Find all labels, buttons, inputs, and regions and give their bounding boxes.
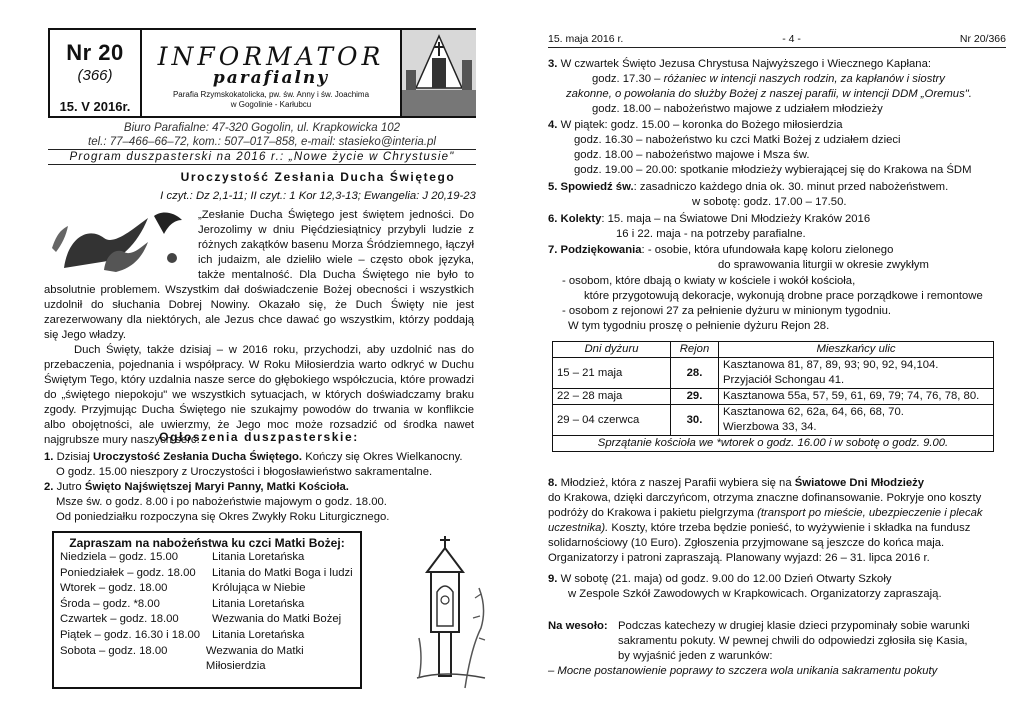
announcement-2-number: 2. [44,481,54,493]
item-3-line-3: zakonne, o powołania do służby Bożej z naszej parafii, w intencji DDM „Oremus". [566,88,972,100]
item-8-line-3b: (transport po mieście, ubezpieczenie i plecak [757,507,983,519]
duty-table-header [553,342,994,358]
item-6-line-1 [548,212,1010,227]
item-7-text: : - osobie, która ufundowała kapę koloru zielonego [641,244,894,256]
item-4-text: W piątek: godz. 15.00 – koronka do Bożego miłosierdzia [560,119,843,131]
item-9-number: 9. [548,573,558,585]
item-3-line-1 [548,57,1010,72]
announcement-2-bold: Święto Najświętszej Maryi Panny, Matki Kościoła. [84,481,349,493]
duty-days: 22 – 28 maja [553,389,671,405]
dove-flames-icon [44,208,192,278]
item-6-line-2: 16 i 22. maja - na potrzeby parafialne. [616,228,806,240]
marian-service: Wezwania do Matki Bożej [212,613,342,626]
marian-day: Wtorek – godz. 18.00 [60,582,168,595]
item-8-line-4a: uczestnika). [548,522,609,534]
item-3-number: 3. [548,58,558,70]
item-5-label: 5. Spowiedź św. [548,181,634,193]
marian-day: Czwartek – godz. 18.00 [60,613,179,626]
item-7-line-5: - osobom z rejonowi 27 za pełnienie dyżuru w minionym tygodniu. [562,305,892,317]
item-4-line-4: godz. 19.00 – 20.00: spotkanie młodzieży wybierającej się do Krakowa na ŚDM [574,164,972,176]
issue-number: Nr 20 [66,40,124,65]
joke-text-1: Podczas katechezy w drugiej klasie dzieci przypominały sobie warunki [618,620,970,632]
duty-streets-line-2: Wierzbowa 33, 34. [723,421,817,433]
announcement-1 [44,450,484,465]
masthead [48,28,476,118]
duty-table-footer [553,436,994,452]
item-7-line-2: do sprawowania liturgii w okresie zwykłym [718,259,929,271]
duty-streets-line-1: Kasztanowa 81, 87, 89, 93; 90, 92, 94,104. [723,359,939,371]
item-8-line-2: do Krakowa, dzięki darczyńcom, otrzyma znaczne dofinansowanie. Pokryje ono koszty [548,492,982,504]
parish-line-2: w Gogolinie - Karłubcu [230,100,312,109]
item-3-line-2 [592,72,1024,87]
item-5-line-2: w sobotę: godz. 17.00 – 17.50. [692,196,847,208]
duty-region: 29. [671,389,719,405]
announcement-1-post: Kończy się Okres Wielkanocny. [305,451,463,463]
duty-days: 29 – 04 czerwca [553,405,671,436]
item-4-line-1 [548,118,1010,133]
parish-office-address: Biuro Parafialne: 47-320 Gogolin, ul. Krapkowicka 102 [123,122,401,134]
parish-name [142,90,400,110]
duty-streets [719,389,994,405]
issue-box [50,30,142,116]
newsletter-subtitle: parafialny [212,68,330,88]
item-3-rosary: różaniec w intencji naszych rodzin, za kapłanów i siostry [663,73,945,85]
marian-day: Środa – godz. *8.00 [60,597,160,610]
item-5-line-1 [548,180,1010,195]
marian-service: Litania Loretańska [212,551,305,563]
marian-row [54,597,360,613]
announcement-1-pre: Dzisiaj [56,451,90,463]
feast-paragraph-2: Duch Święty, także dzisiaj – w 2016 roku, przychodzi, aby uzdolnić nas do przebaczenia, pojednania i współpracy. W Roku Miłosierdzia warto odkryć w Duchu Świętym Tego, który uzdalnia nasze serce do głębokiego współczucia, które prowadzi do „świętego niepokoju" we wszystkich sytuacjach, w których doświadczamy braku zgody. Przyjmując Ducha Świętego nie szukajmy powodów do trwania w konflikcie albo obojętności, ale uwierzmy, że Jego moc może rozsadzić od środka nawet najgrubsze mury naszych serc. [44,344,474,446]
item-7-line-4: które przygotowują dekoracje, wykonują drobne prace porządkowe i remontowe [584,290,983,302]
church-icon [400,30,474,116]
header-days: Dni dyżuru [553,342,671,358]
parish-contact: tel.: 77–466–66–72, kom.: 507–017–858, e-mail: stasieko@interia.pl [88,136,436,148]
item-7-label: 7. Podziękowania [548,244,642,256]
feast-paragraph-1: „Zesłanie Ducha Świętego jest świętem jedności. Do Jerozolimy w dniu Pięćdziesiątnicy przybyli ludzie z różnych zakątków basenu Morza Śródziemnego, łączył ich judaizm, ale dzieliło wiele – często obok języka, także mentalność. Dla Ducha Świętego nie było to absolutnie problemem. Wszystkim dał doświadczenie Bożej obecności i wszystkich uzdolnił do słuchania Dobrej Nowiny. Okazało się, że Duch Święty nie jest zarezerwowany dla niektórych, ale Jezus chce dawać go wszystkim, którzy poddają się Jego władzy. [44,209,474,341]
marian-row [54,644,360,675]
duty-row [553,405,994,436]
header-issue: Nr 20/366 [959,33,1006,45]
duty-table [552,341,994,452]
item-4-line-2: godz. 16.30 – nabożeństwo ku czci Matki Bożej z udziałem dzieci [574,134,901,146]
item-9-line-1 [548,572,1010,587]
cleaning-note: Sprzątanie kościoła we *wtorek o godz. 16.00 i w sobotę o godz. 9.00. [553,436,994,452]
duty-days: 15 – 21 maja [553,358,671,389]
item-6-label: 6. Kolekty [548,213,602,225]
pastoral-program: Program duszpasterski na 2016 r.: „Nowe życie w Chrystusie" [48,149,476,165]
item-8-number: 8. [548,477,558,489]
marian-services-box [52,531,362,689]
joke-line-1 [548,619,1010,634]
item-4-number: 4. [548,119,558,131]
joke-line-3: by wyjaśnić jeden z warunków: [618,650,773,662]
joke-line-2: sakramentu pokuty. W pewnej chwili do odpowiedzi zgłosiła się Kasia, [618,635,968,647]
marian-box-title: Zapraszam na nabożeństwa ku czci Matki Bożej: [69,536,345,550]
announcement-1-line-2: O godz. 15.00 nieszpory z Uroczystości i błogosławieństwo sakramentalne. [56,466,433,478]
header-page-number: - 4 - [782,33,801,45]
marian-day: Piątek – godz. 16.30 i 18.00 [60,628,201,641]
marian-row [54,612,360,628]
item-8 [548,476,1010,566]
item-8-pre: Młodzież, która z naszej Parafii wybiera się na [560,477,792,489]
joke-punchline: – Mocne postanowienie poprawy to szczera wola unikania sakramentu pokuty [548,665,938,677]
item-3-text: W czwartek Święto Jezusa Chrystusa Najwyższego i Wiecznego Kapłana: [560,58,931,70]
announcement-1-number: 1. [44,451,54,463]
duty-streets-line-1: Kasztanowa 55a, 57, 59, 61, 69, 79; 74, 76, 78, 80. [723,390,980,402]
header-streets: Mieszkańcy ulic [719,342,994,358]
announcement-2-pre: Jutro [56,481,82,493]
issue-sequence: (366) [77,67,113,84]
marian-day: Niedziela – godz. 15.00 [60,551,179,563]
item-7-line-3: - osobom, które dbają o kwiaty w kościele i wokół kościoła, [562,275,856,287]
feast-text [44,208,474,448]
marian-row [54,550,360,566]
duty-row [553,358,994,389]
duty-streets-line-1: Kasztanowa 62, 62a, 64, 66, 68, 70. [723,406,904,418]
item-8-line-3a: podróży do Krakowa i pakietu pielgrzyma [548,507,754,519]
marian-row [54,581,360,597]
title-box [142,30,400,116]
marian-day: Sobota – godz. 18.00 [60,644,168,657]
duty-region: 30. [671,405,719,436]
item-5-text: : zasadniczo każdego dnia ok. 30. minut przed nabożeństwem. [633,181,949,193]
item-8-line-5: solidarnościowy (10 Euro). Zgłoszenia przyjmowane są jeszcze do końca maja. [548,537,945,549]
item-3-line-4: godz. 18.00 – nabożeństwo majowe z udziałem młodzieży [592,103,883,115]
right-page [512,0,1024,724]
item-7-line-1 [548,243,1010,258]
marian-rows [54,550,360,675]
marian-service: Litania do Matki Boga i ludzi [212,566,353,579]
item-3-time: godz. 17.30 – [592,73,661,85]
item-8-line-6: Organizatorzy i patroni zapraszają. Planowany wyjazd: 26 – 31. lipca 2016 r. [548,552,930,564]
marian-row [54,566,360,582]
wayside-shrine-icon [415,528,490,693]
item-8-bold: Światowe Dni Młodzieży [794,477,925,489]
duty-row [553,389,994,405]
duty-streets [719,358,994,389]
feast-title: Uroczystość Zesłania Ducha Świętego [180,170,456,184]
item-9-text: W sobotę (21. maja) od godz. 9.00 do 12.00 Dzień Otwarty Szkoły [560,573,892,585]
announcement-1-bold: Uroczystość Zesłania Ducha Świętego. [92,451,303,463]
marian-day: Poniedziałek – godz. 18.00 [60,566,196,579]
item-4-line-3: godz. 18.00 – nabożeństwo majowe i Msza św. [574,149,810,161]
marian-service: Litania Loretańska [212,597,305,610]
announcement-2-line-3: Od poniedziałku rozpoczyna się Okres Zwykły Roku Liturgicznego. [56,511,390,523]
parish-line-1: Parafia Rzymskokatolicka, pw. św. Anny i św. Joachima [172,90,370,99]
announcements-title: Ogłoszenia duszpasterskie: [159,430,359,444]
header-region: Rejon [671,342,719,358]
marian-row [54,628,360,644]
item-9-line-2: w Zespole Szkół Zawodowych w Krapkowicach. Organizatorzy zapraszają. [568,588,942,600]
page-header [548,33,1006,48]
item-8-line-4b: Koszty, które trzeba będzie ponieść, to wyżywienie i składka na fundusz [611,522,971,534]
announcement-2 [44,480,484,495]
duty-streets [719,405,994,436]
newsletter-title: INFORMATOR [157,42,385,71]
item-6-text: : 15. maja – na Światowe Dni Młodzieży Kraków 2016 [601,213,871,225]
feast-readings: I czyt.: Dz 2,1-11; II czyt.: 1 Kor 12,3-13; Ewangelia: J 20,19-23 [160,190,476,202]
duty-region: 28. [671,358,719,389]
item-7-line-6: W tym tygodniu proszę o pełnienie dyżuru Rejon 28. [568,320,830,332]
joke-label: Na wesoło: [548,620,608,632]
marian-service: Litania Loretańska [212,628,305,641]
issue-date: 15. V 2016r. [59,99,131,114]
header-date: 15. maja 2016 r. [548,33,624,45]
marian-service: Królująca w Niebie [212,582,306,595]
duty-streets-line-2: Przyjaciół Schongau 41. [723,374,845,386]
announcement-2-line-2: Msze św. o godz. 8.00 i po nabożeństwie majowym o godz. 18.00. [56,496,387,508]
marian-service: Wezwania do Matki Miłosierdzia [205,644,304,673]
